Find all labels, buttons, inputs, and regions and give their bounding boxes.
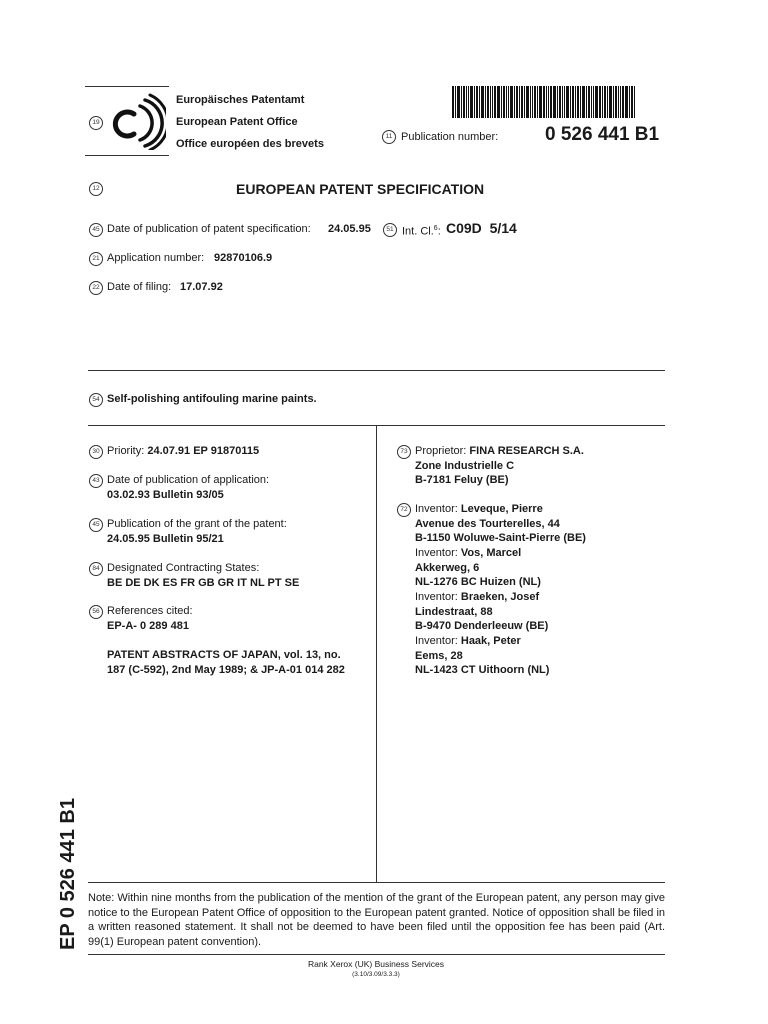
pubapp-value: 03.02.93 Bulletin 93/05: [107, 489, 224, 501]
code-11: 11: [382, 130, 396, 144]
grant-value: 24.05.95 Bulletin 95/21: [107, 533, 224, 545]
inventor-1-name: Leveque, Pierre: [460, 503, 543, 515]
footer-printer: Rank Xerox (UK) Business Services: [307, 959, 445, 969]
inventor-4-label: Inventor:: [415, 635, 458, 647]
code-12: 12: [89, 182, 103, 196]
code-56: 56: [89, 605, 103, 619]
code-51: 51: [383, 223, 397, 237]
inventor-3-name: Braeken, Josef: [460, 591, 540, 603]
intcl-value: C09D 5/14: [446, 220, 517, 236]
code-19: 19: [89, 116, 103, 130]
side-publication-label: EP 0 526 441 B1: [57, 798, 79, 950]
inventor-4-name: Haak, Peter: [460, 635, 521, 647]
inventor-4-addr-1: Eems, 28: [415, 650, 463, 662]
priority-field: [107, 444, 259, 459]
refs-value-1: EP-A- 0 289 481: [107, 620, 189, 632]
intcl-label: [402, 222, 441, 239]
priority-label: Priority:: [107, 445, 145, 457]
inventor-4: [415, 634, 521, 649]
intcl-label-text: Int. Cl.: [402, 225, 434, 238]
pubapp-label: Date of publication of application:: [107, 474, 270, 486]
code-45-top: 45: [89, 223, 103, 237]
inventor-1-addr-1: Avenue des Tourterelles, 44: [415, 518, 560, 530]
refs-value-3: 187 (C-592), 2nd May 1989; & JP-A-01 014 282: [107, 664, 345, 676]
inventor-1-addr-2: B-1150 Woluwe-Saint-Pierre (BE): [415, 532, 586, 544]
code-30: 30: [89, 445, 103, 459]
inventor-2: [415, 546, 521, 561]
proprietor-field: [415, 444, 584, 459]
inventor-3-addr-1: Lindestraat, 88: [415, 606, 493, 618]
states-value: BE DE DK ES FR GB GR IT NL PT SE: [107, 577, 300, 589]
inventor-3: [415, 590, 539, 605]
inventor-1-label: Inventor:: [415, 503, 458, 515]
inventor-3-label: Inventor:: [415, 591, 458, 603]
pubnum-label: Publication number:: [401, 131, 499, 143]
rule-below-note: [88, 954, 665, 955]
code-21: 21: [89, 252, 103, 266]
appnum-label: Application number:: [107, 252, 205, 264]
filing-value: 17.07.92: [180, 281, 223, 293]
proprietor-addr-2: B-7181 Feluy (BE): [415, 474, 509, 486]
code-22: 22: [89, 281, 103, 295]
grant-label: Publication of the grant of the patent:: [107, 518, 287, 530]
code-43: 43: [89, 474, 103, 488]
inventor-4-addr-2: NL-1423 CT Uithoorn (NL): [415, 664, 550, 676]
pubdate-label: Date of publication of patent specification:: [107, 223, 311, 235]
refs-label: References cited:: [107, 605, 193, 617]
inventor-1: [415, 502, 543, 517]
code-84: 84: [89, 562, 103, 576]
spec-title: EUROPEAN PATENT SPECIFICATION: [236, 181, 485, 197]
rule-above-note: [88, 882, 665, 883]
opposition-note: Note: Within nine months from the publication of the mention of the grant of the European patent, any person may give notice to the European Patent Office of opposition to the European patent granted. Notice of opposition shall be filed in a written reasoned statement. It shall not be deemed to have been filed until the opposition fee has been paid (Art. 99(1) European patent convention).: [88, 892, 665, 948]
code-45: 45: [89, 518, 103, 532]
pubnum-value: 0 526 441 B1: [545, 124, 660, 145]
refs-value-2: PATENT ABSTRACTS OF JAPAN, vol. 13, no.: [107, 649, 341, 661]
invention-title: Self-polishing antifouling marine paints.: [107, 393, 317, 405]
code-72: 72: [397, 503, 411, 517]
priority-value: 24.07.91 EP 91870115: [147, 445, 260, 457]
inventor-2-label: Inventor:: [415, 547, 458, 559]
inventor-2-addr-1: Akkerweg, 6: [415, 562, 480, 574]
office-name-fr: Office européen des brevets: [176, 138, 324, 150]
footer-code: (3.10/3.09/3.3.3): [352, 971, 400, 978]
intcl-sup: 6: [433, 225, 438, 232]
header-rule-top: [85, 86, 169, 87]
proprietor-label: Proprietor:: [415, 445, 467, 457]
office-name-de: Europäisches Patentamt: [176, 94, 305, 106]
appnum-value: 92870106.9: [214, 252, 273, 264]
filing-label: Date of filing:: [107, 281, 172, 293]
column-divider: [376, 425, 377, 882]
office-name-en: European Patent Office: [176, 116, 298, 128]
code-73: 73: [397, 445, 411, 459]
code-54: 54: [89, 393, 103, 407]
epo-logo-icon: [112, 92, 166, 150]
inventor-2-name: Vos, Marcel: [460, 547, 522, 559]
states-label: Designated Contracting States:: [107, 562, 260, 574]
barcode: [452, 86, 666, 118]
inventor-3-addr-2: B-9470 Denderleeuw (BE): [415, 620, 549, 632]
rule-above-invention: [88, 370, 665, 371]
pubdate-value: 24.05.95: [328, 223, 371, 235]
proprietor-addr-1: Zone Industrielle C: [415, 460, 515, 472]
inventor-2-addr-2: NL-1276 BC Huizen (NL): [415, 576, 541, 588]
intcl-sep: :: [437, 225, 441, 238]
header-rule-bottom: [85, 155, 169, 156]
proprietor-name: FINA RESEARCH S.A.: [469, 445, 584, 457]
